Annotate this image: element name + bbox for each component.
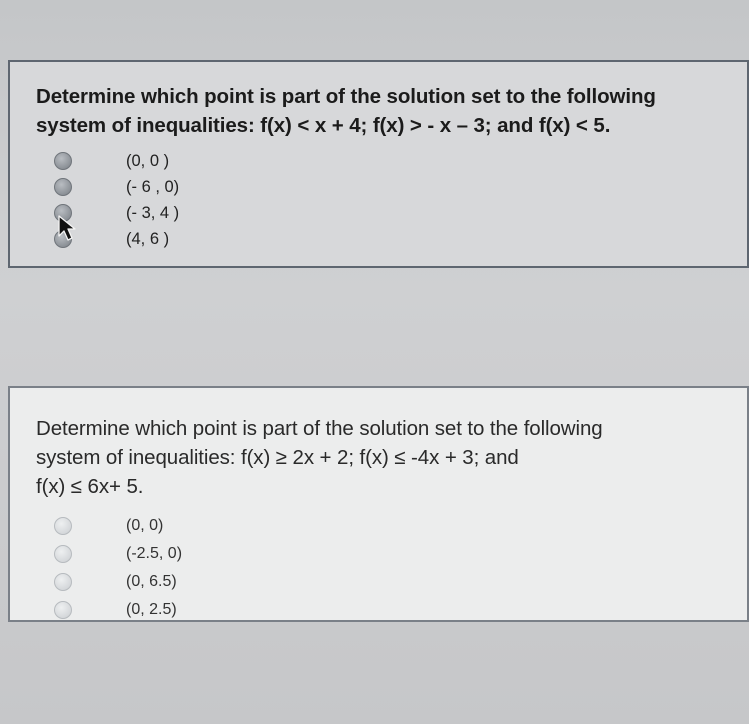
question-2-option-1[interactable] [54, 512, 164, 540]
question-1-option-1[interactable] [54, 148, 170, 174]
option-label: (0, 2.5) [126, 601, 177, 618]
radio-button[interactable] [54, 573, 72, 591]
radio-button[interactable] [54, 545, 72, 563]
radio-button[interactable] [54, 152, 72, 170]
question-1-line-2: system of inequalities: f(x) < x + 4; f(x) > - x – 3; and f(x) < 5. [36, 114, 611, 137]
radio-button[interactable] [54, 178, 72, 196]
radio-button[interactable] [54, 517, 72, 535]
option-label: (- 6 , 0) [126, 177, 180, 196]
question-2-line-1: Determine which point is part of the solution set to the following [36, 417, 603, 440]
option-label: (4, 6 ) [126, 229, 170, 248]
question-1-line-1: Determine which point is part of the solution set to the following [36, 85, 656, 108]
question-2-text [36, 414, 726, 501]
option-label: (- 3, 4 ) [126, 203, 180, 222]
question-card-2 [8, 386, 749, 622]
option-label: (0, 0 ) [126, 151, 170, 170]
radio-button[interactable] [54, 601, 72, 619]
question-2-option-4[interactable] [54, 596, 177, 624]
option-label: (0, 0) [126, 517, 164, 534]
question-2-option-2[interactable] [54, 540, 183, 568]
question-2-line-3: f(x) ≤ 6x+ 5. [36, 475, 144, 498]
question-1-option-2[interactable] [54, 174, 180, 200]
option-label: (-2.5, 0) [126, 545, 183, 562]
question-card-1 [8, 60, 749, 268]
question-1-text [36, 82, 736, 140]
question-2-options [54, 512, 183, 624]
option-label: (0, 6.5) [126, 573, 177, 590]
question-2-line-2: system of inequalities: f(x) ≥ 2x + 2; f(x) ≤ -4x + 3; and [36, 446, 519, 469]
question-2-option-3[interactable] [54, 568, 177, 596]
mouse-pointer-icon [57, 215, 79, 241]
